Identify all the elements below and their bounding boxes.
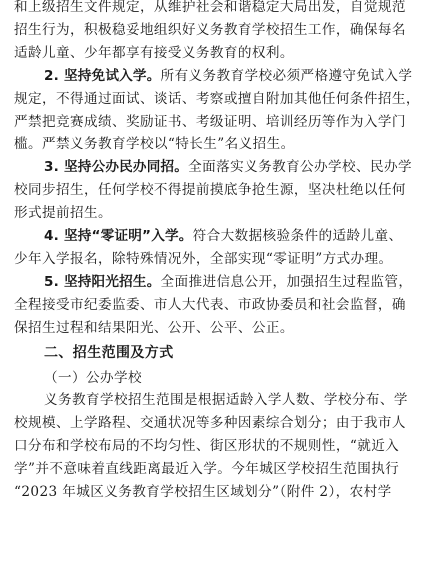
paragraph-line: 适龄儿童、少年都享有接受义务教育的权利。 — [14, 44, 294, 61]
item-2-text: 所有义务教育学校必须严格遵守免试入学 — [160, 67, 413, 84]
item-2-first-line — [14, 65, 430, 88]
paragraph-line: 形式提前招生。 — [14, 205, 112, 222]
item-3-first-line — [14, 156, 430, 179]
paragraph-line: “2023 年城区义务教育学校招生区域划分”（附件 2），农村学 — [14, 484, 392, 501]
item-4-lead: 4. 坚持“零证明”入学。 — [44, 228, 193, 245]
item-5-first-line — [14, 271, 430, 294]
paragraph-first-line: 义务教育学校招生范围是根据适龄入学人数、学校分布、学 — [44, 392, 408, 409]
paragraph-line: 学”并不意味着直线距离最近入学。今年城区学校招生范围执行 — [14, 461, 400, 478]
paragraph-line: 规定，不得通过面试、谈话、考察或擅自附加其他任何条件招生， — [14, 90, 420, 107]
paragraph-line: 保招生过程和结果阳光、公开、公平、公正。 — [14, 319, 294, 336]
paragraph-line: 和上级招生文件规定，从维护社会和谐稳定大局出发，自觉规范 — [14, 0, 406, 15]
paragraph-line: 校规模、上学路程、交通状况等多种因素综合划分；由于我市人 — [14, 415, 406, 432]
paragraph-line: 口分布和学校布局的不均匀性、街区形状的不规则性，“就近入 — [14, 438, 400, 455]
paragraph-line: 招生行为，积极稳妥地组织好义务教育学校招生工作，确保每名 — [14, 21, 406, 38]
paragraph-line: 全程接受市纪委监委、市人大代表、市政协委员和社会监督，确 — [14, 296, 406, 313]
item-4-first-line — [14, 225, 430, 248]
item-3-lead: 3. 坚持公办民办同招。 — [44, 159, 189, 176]
item-2-lead: 2. 坚持免试入学。 — [44, 67, 161, 84]
subsection-heading: （一）公办学校 — [44, 369, 142, 386]
paragraph-line: 严禁把竞赛成绩、奖励证书、考级证明、培训经历等作为入学门 — [14, 113, 406, 130]
paragraph-line: 校同步招生，任何学校不得提前摸底争抢生源，坚决杜绝以任何 — [14, 182, 406, 199]
item-5-lead: 5. 坚持阳光招生。 — [44, 273, 161, 290]
item-4-text: 符合大数据核验条件的适龄儿童、 — [192, 228, 403, 245]
item-3-text: 全面落实义务教育公办学校、民办学 — [188, 159, 413, 176]
paragraph-line: 槛。严禁义务教育学校以“特长生”名义招生。 — [14, 136, 295, 153]
section-heading: 二、招生范围及方式 — [44, 344, 174, 361]
item-5-text: 全面推进信息公开，加强招生过程监管， — [160, 273, 413, 290]
paragraph-line: 少年入学报名，除特殊情况外，全部实现“零证明”方式办理。 — [14, 250, 393, 267]
